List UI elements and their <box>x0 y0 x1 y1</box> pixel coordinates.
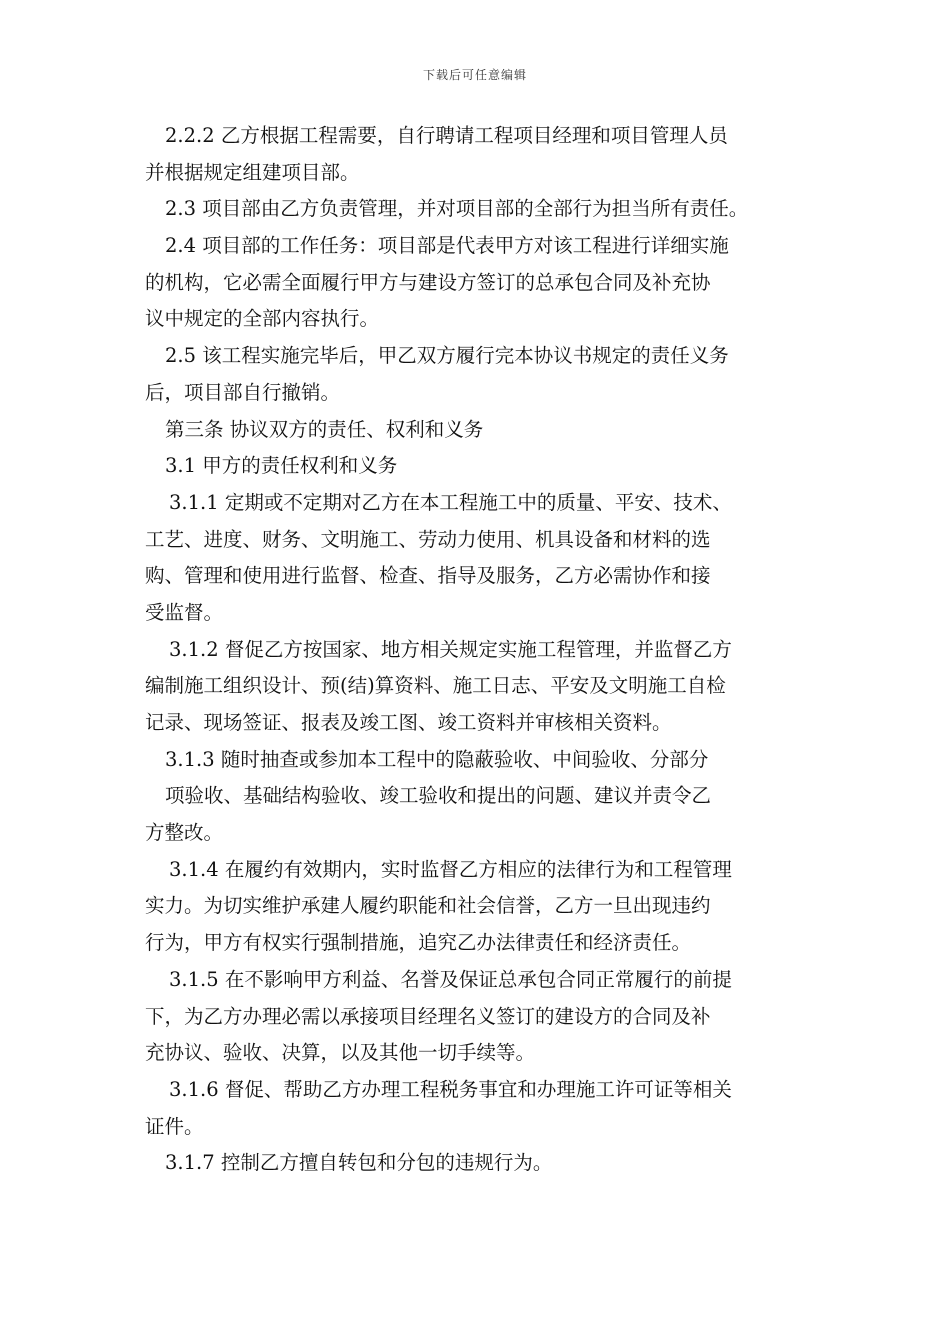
text-line: 下，为乙方办理必需以承接项目经理名义签订的建设方的合同及补 <box>145 1004 711 1028</box>
text-line: 行为，甲方有权实行强制措施，追究乙办法律责任和经济责任。 <box>145 931 692 955</box>
text-line: 3.1.5 在不影响甲方利益、名誉及保证总承包合同正常履行的前提 <box>169 967 732 991</box>
paragraph-3-1-7 <box>145 1145 815 1182</box>
paragraph-2-5 <box>145 338 815 411</box>
text-line: 议中规定的全部内容执行。 <box>145 307 380 331</box>
document-body <box>145 118 815 1182</box>
text-line: 购、管理和使用进行监督、检查、指导及服务，乙方必需协作和接 <box>145 564 711 588</box>
paragraph-2-2-2 <box>145 118 815 191</box>
text-line: 2.2.2 乙方根据工程需要，自行聘请工程项目经理和项目管理人员 <box>165 124 728 147</box>
text-line: 3.1.7 控制乙方擅自转包和分包的违规行为。 <box>165 1151 553 1175</box>
text-line: 记录、现场签证、报表及竣工图、竣工资料并审核相关资料。 <box>145 711 672 734</box>
text-line: 并根据规定组建项目部。 <box>145 160 360 184</box>
section-3-1-heading <box>145 448 815 485</box>
text-line: 3.1.2 督促乙方按国家、地方相关规定实施工程管理，并监督乙方 <box>169 637 732 661</box>
text-line: 3.1.3 随时抽查或参加本工程中的隐蔽验收、中间验收、分部分 <box>165 747 709 771</box>
paragraph-3-1-5 <box>145 962 815 1072</box>
text-line: 的机构，它必需全面履行甲方与建设方签订的总承包合同及补充协 <box>145 270 711 294</box>
page-header: 下载后可任意编辑 <box>422 68 527 82</box>
text-line: 3.1 甲方的责任权利和义务 <box>165 454 398 478</box>
text-line: 第三条 协议双方的责任、权利和义务 <box>165 417 484 441</box>
article-3-heading <box>145 412 815 449</box>
text-line: 充协议、验收、决算，以及其他一切手续等。 <box>145 1041 536 1065</box>
text-line: 受监督。 <box>145 600 224 624</box>
text-line: 2.5 该工程实施完毕后，甲乙双方履行完本协议书规定的责任义务 <box>165 344 729 368</box>
text-line: 3.1.1 定期或不定期对乙方在本工程施工中的质量、平安、技术、 <box>169 490 732 514</box>
text-line: 2.3 项目部由乙方负责管理，并对项目部的全部行为担当所有责任。 <box>165 197 749 221</box>
paragraph-3-1-1 <box>145 485 815 632</box>
text-line: 3.1.4 在履约有效期内，实时监督乙方相应的法律行为和工程管理 <box>169 857 732 881</box>
text-line: 2.4 项目部的工作任务：项目部是代表甲方对该工程进行详细实施 <box>165 234 729 258</box>
text-line: 编制施工组织设计、预(结)算资料、施工日志、平安及文明施工自检 <box>145 674 726 698</box>
text-line: 后，项目部自行撤销。 <box>145 380 341 404</box>
paragraph-2-3 <box>145 191 815 228</box>
text-line: 方整改。 <box>145 821 224 845</box>
text-line: 工艺、进度、财务、文明施工、劳动力使用、机具设备和材料的选 <box>145 527 711 551</box>
paragraph-2-4 <box>145 228 815 338</box>
paragraph-3-1-6 <box>145 1072 815 1145</box>
text-line: 3.1.6 督促、帮助乙方办理工程税务事宜和办理施工许可证等相关 <box>169 1077 732 1101</box>
text-line: 证件。 <box>145 1114 204 1138</box>
paragraph-3-1-4 <box>145 852 815 962</box>
text-line: 实力。为切实维护承建人履约职能和社会信誉，乙方一旦出现违约 <box>145 894 711 918</box>
paragraph-3-1-3 <box>145 742 815 852</box>
text-line: 项验收、基础结构验收、竣工验收和提出的问题、建议并责令乙 <box>165 784 712 808</box>
paragraph-3-1-2 <box>145 632 815 742</box>
